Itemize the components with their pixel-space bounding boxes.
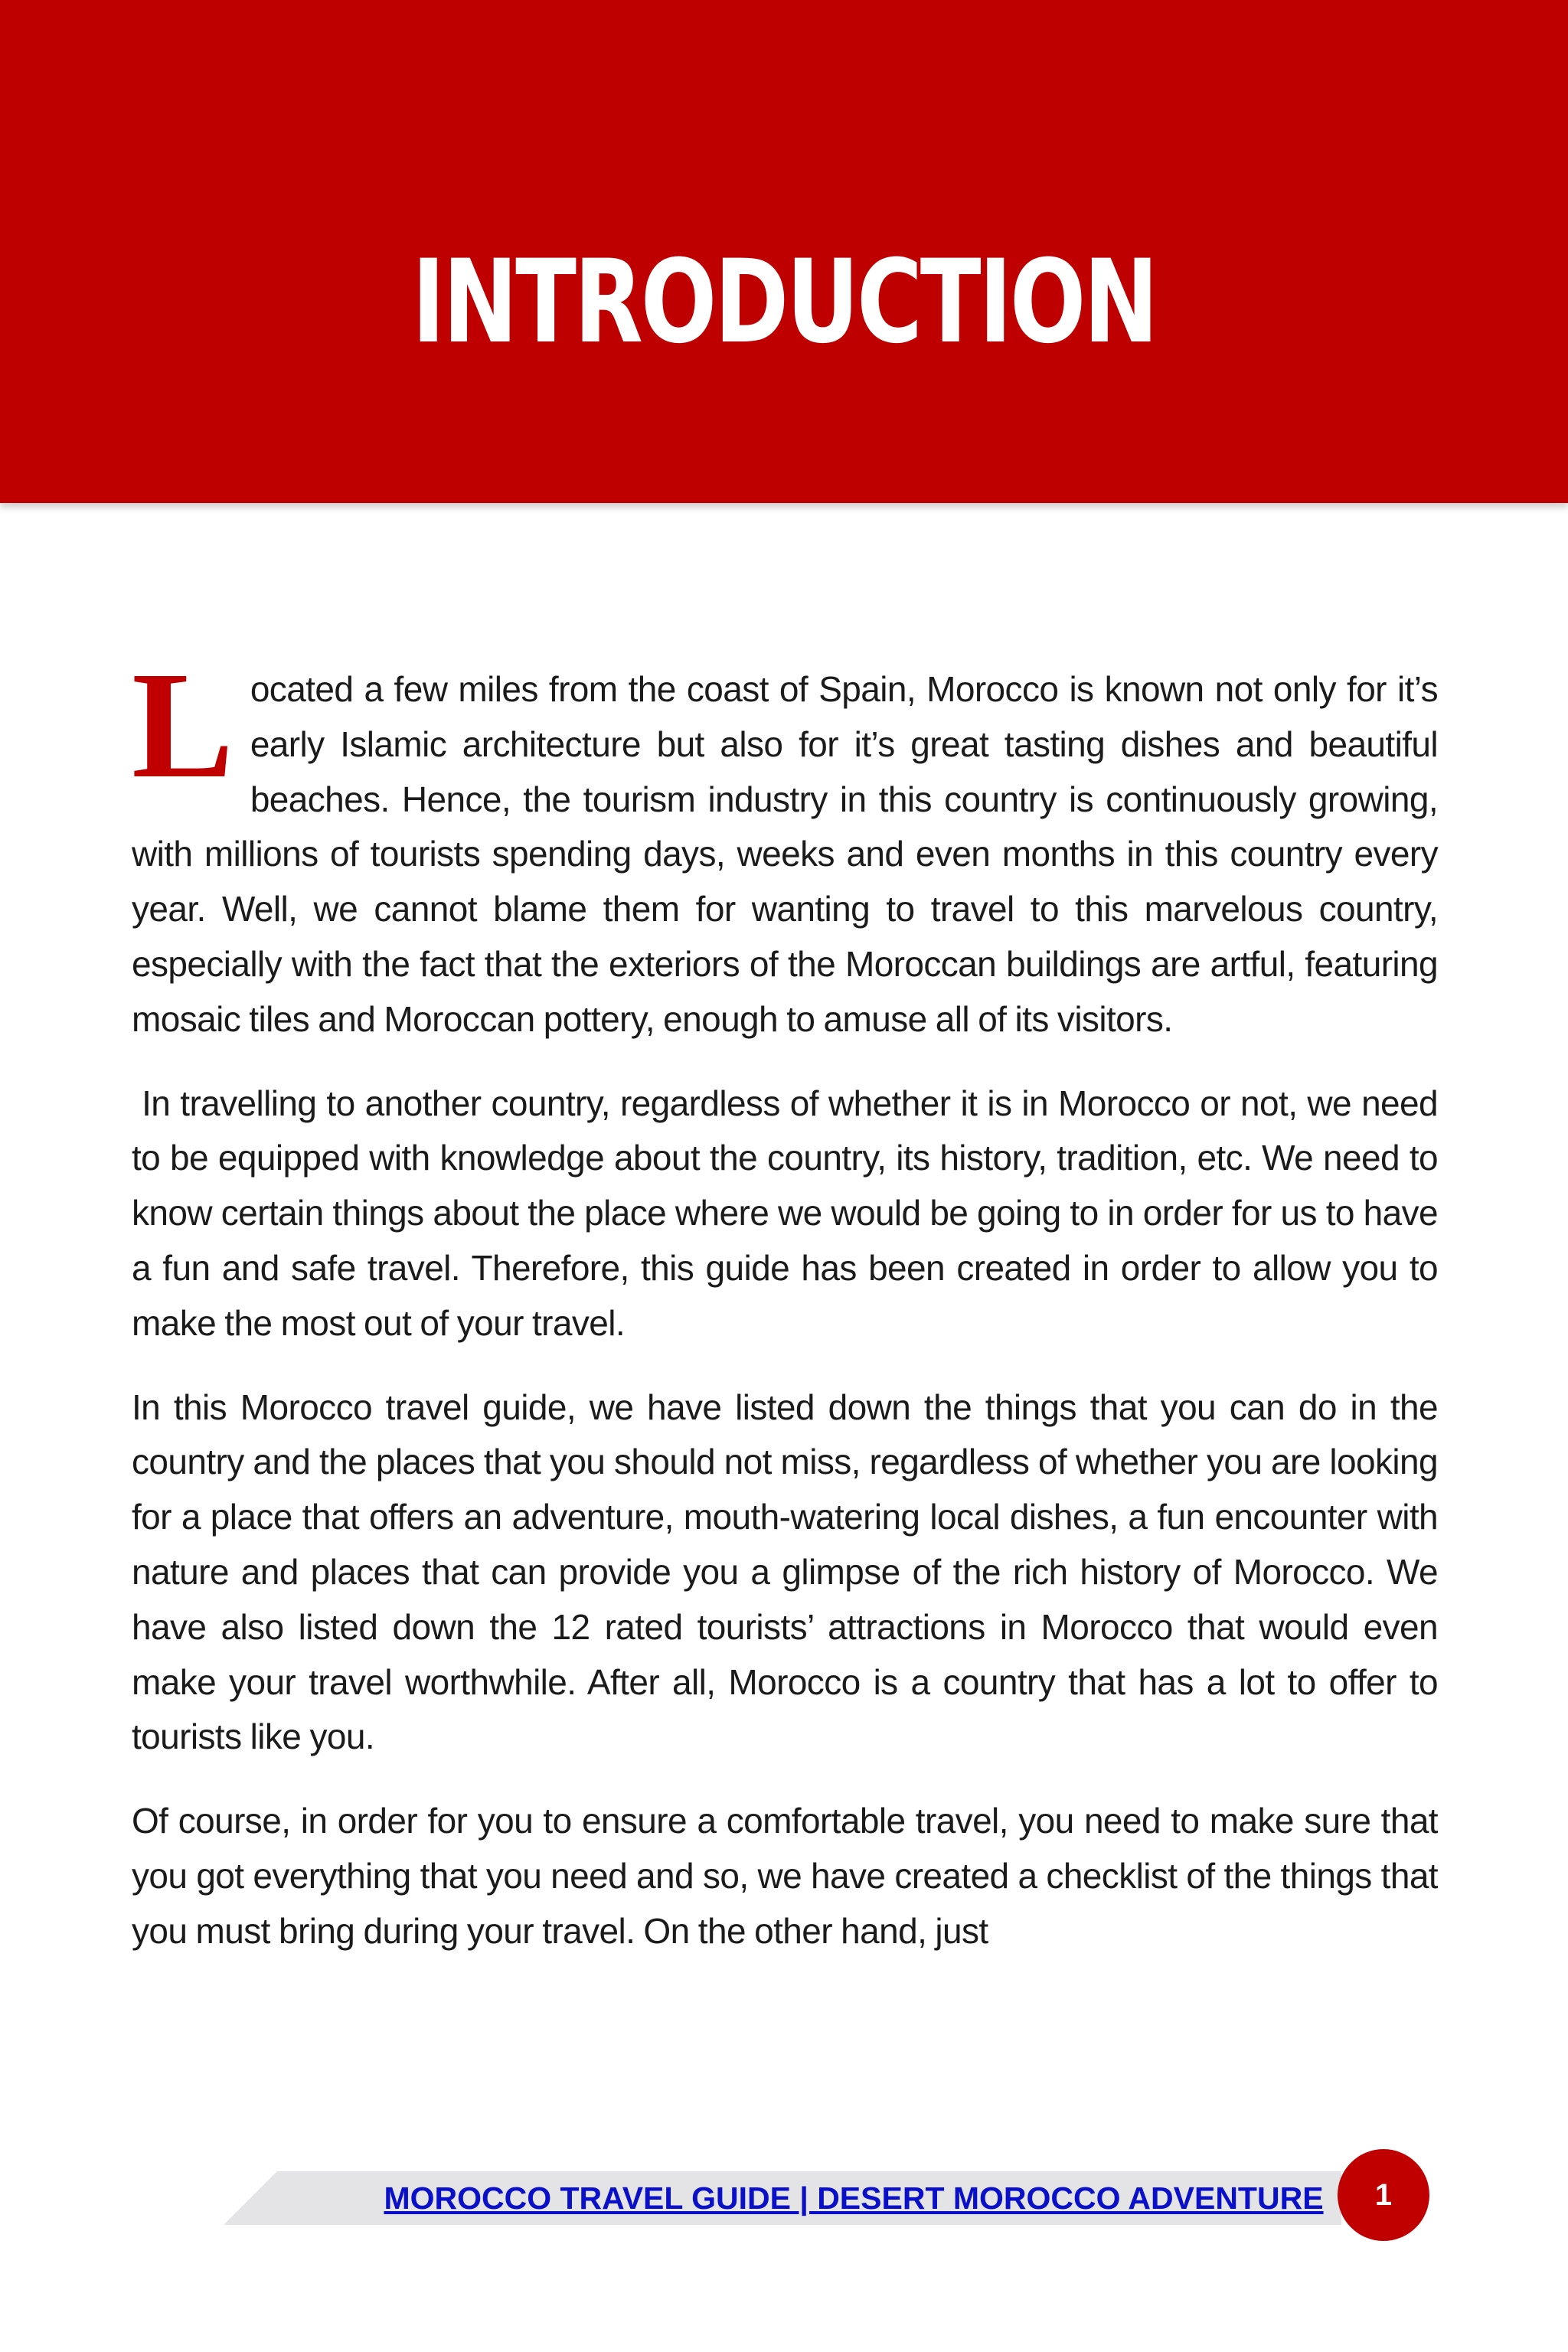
- page-number-badge: 1: [1338, 2149, 1429, 2241]
- paragraph-4: Of course, in order for you to ensure a comfortable travel, you need to make sure that you got everything that you need and so, we have created a checklist of the things that you must bring during your travel. On the other hand, just: [132, 1801, 1438, 1951]
- paragraph-3: In this Morocco travel guide, we have listed down the things that you can do in the country and the places that you should not miss, regardless of whether you are looking for a place that offers an adventure, mouth-watering local dishes, a fun encounter with nature and places that can provide you a glimpse of the rich history of Morocco. We have also listed down the 12 rated tourists’ attractions in Morocco that would even make your travel worthwhile. After all, Morocco is a country that has a lot to offer to tourists like you.: [132, 1387, 1438, 1757]
- paragraph-1-text: ocated a few miles from the coast of Spain, Morocco is known not only for it’s early Islamic architecture but also for it’s great tasting dishes and beautiful beaches. Hence, the tourism industry in this country is continuously growing, with millions of tourists spending days, weeks and even months in this country every year. Well, we cannot blame them for wanting to travel to this marvelous country, especially with the fact that the exteriors of the Moroccan buildings are artful, featuring mosaic tiles and Moroccan pottery, enough to amuse all of its visitors.: [132, 669, 1438, 1039]
- drop-cap: L: [132, 641, 234, 810]
- page-title: INTRODUCTION: [411, 236, 1157, 369]
- paragraph-1: [132, 641, 1438, 1047]
- paragraph-2: In travelling to another country, regardless of whether it is in Morocco or not, we need to be equipped with knowledge about the country, its history, tradition, etc. We need to know certain things about the place where we would be going to in order for us to have a fun and safe travel. Therefore, this guide has been created in order to allow you to make the most out of your travel.: [132, 1083, 1447, 1343]
- footer-guide-link[interactable]: MOROCCO TRAVEL GUIDE | DESERT MOROCCO ADVENTURE: [384, 2180, 1324, 2216]
- body-text: [132, 641, 1447, 1959]
